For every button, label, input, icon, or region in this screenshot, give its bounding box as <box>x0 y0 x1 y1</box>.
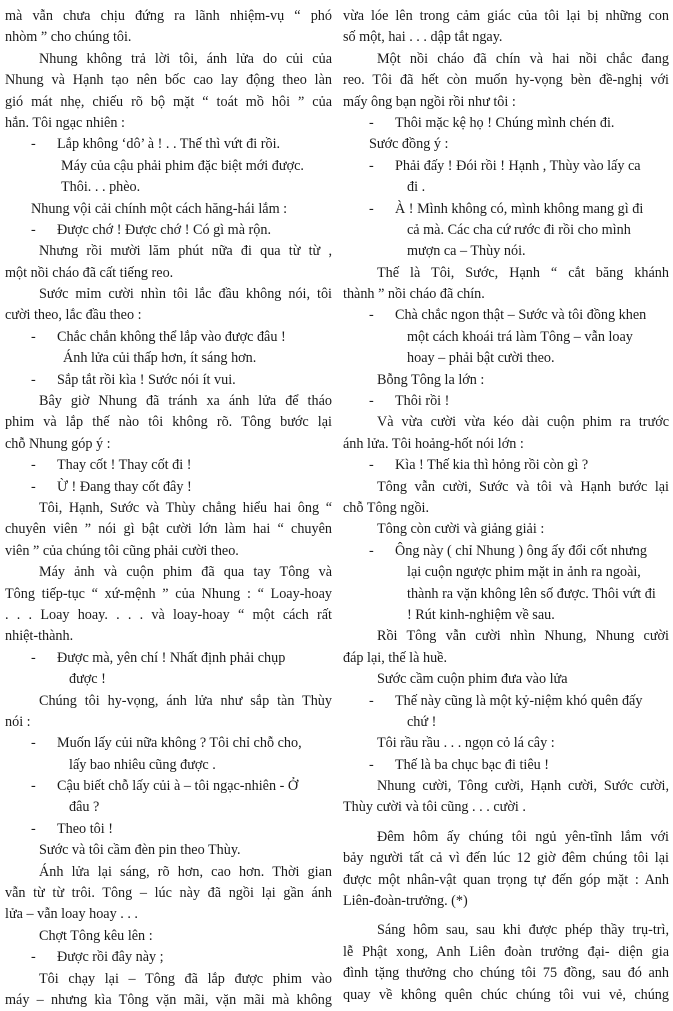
dialogue-dash: - <box>369 692 374 709</box>
line-text: Nhung không trả lời tôi, ánh lửa do củi của <box>39 50 332 67</box>
right-text-line <box>343 284 669 305</box>
right-text-line <box>343 733 669 754</box>
line-text: Thùy cười và tôi cũng . . . cười . <box>343 799 526 816</box>
line-text: Sước cầm cuộn phim đưa vào lửa <box>377 671 568 688</box>
line-text: gió mát nhẹ, chiếu rõ bộ mặt “ toát mồ hôi ” của <box>5 93 332 110</box>
line-text: Một nồi cháo đã chín và hai nồi chắc đang <box>377 50 669 67</box>
right-text-line <box>343 985 669 1006</box>
line-text: một nồi cháo đã cất tiếng reo. <box>5 264 174 281</box>
left-text-line <box>5 947 332 968</box>
line-text: Thế này cũng là một kỷ-niệm khó quên đấy <box>395 692 643 709</box>
right-text-line <box>343 199 669 220</box>
left-text-line <box>5 305 332 326</box>
line-text: Phải đấy ! Đói rồi ! Hạnh , Thùy vào lấy ca <box>395 157 641 174</box>
left-text-line <box>5 348 332 369</box>
left-text-line <box>5 70 332 91</box>
line-text: mấy ông bạn ngồi rồi như tôi : <box>343 93 516 110</box>
left-text-line <box>5 541 332 562</box>
left-text-line <box>5 605 332 626</box>
right-text-line <box>343 669 669 690</box>
dialogue-dash: - <box>31 778 36 795</box>
left-text-line <box>5 263 332 284</box>
left-text-line <box>5 327 332 348</box>
line-text: Sước mỉm cười nhìn tôi lắc đầu không nói, tôi <box>39 286 332 303</box>
right-text-line <box>343 712 669 733</box>
left-text-line <box>5 755 332 776</box>
right-text-line <box>343 113 669 134</box>
line-text: đáp lại, thế là huề. <box>343 649 448 666</box>
right-text-line <box>343 49 669 70</box>
line-text: Thôi rồi ! <box>395 393 450 410</box>
right-text-line <box>343 434 669 455</box>
line-text: nói : <box>5 713 31 730</box>
right-text-line <box>343 177 669 198</box>
line-text: Máy ảnh và cuộn phim đã qua tay Tông và <box>39 564 332 581</box>
dialogue-dash: - <box>369 542 374 559</box>
line-text: Liên-đoàn-trưởng. (*) <box>343 893 468 910</box>
line-text: Sáng hôm sau, sau khi được phép thầy trụ-trì, <box>377 922 669 939</box>
line-text: chỗ Nhung góp ý : <box>5 435 111 452</box>
right-text-line <box>343 519 669 540</box>
right-text-line <box>343 92 669 113</box>
dialogue-dash: - <box>31 949 36 966</box>
left-text-line <box>5 904 332 925</box>
right-text-line <box>343 584 669 605</box>
line-text: Chợt Tông kêu lên : <box>39 927 153 944</box>
right-text-line <box>343 827 669 848</box>
right-text-line <box>343 305 669 326</box>
line-text: Nhưng rồi mười lăm phút nữa đi qua từ từ , <box>39 243 332 260</box>
left-text-line <box>5 241 332 262</box>
dialogue-dash: - <box>369 157 374 174</box>
left-text-line <box>5 498 332 519</box>
line-text: cười theo, lắc đầu theo : <box>5 307 142 324</box>
left-text-line <box>5 284 332 305</box>
right-text-line <box>343 776 669 797</box>
right-text-line <box>343 797 669 818</box>
right-text-line <box>343 648 669 669</box>
dialogue-dash: - <box>369 114 374 131</box>
left-text-line <box>5 391 332 412</box>
line-text: bảy người tất cả vì đến lúc 12 giờ đêm chúng tôi lại <box>343 850 669 867</box>
line-text: ánh lửa. Tôi hoảng-hốt nói lớn : <box>343 435 524 452</box>
right-text-line <box>343 241 669 262</box>
left-text-line <box>5 519 332 540</box>
line-text: thành ” nồi cháo đã chín. <box>343 286 485 303</box>
line-text: Tôi, Hạnh, Sước và Thùy chẳng hiểu hai ông “ <box>39 499 332 516</box>
left-text-line <box>5 712 332 733</box>
line-text: Muốn lấy củi nữa không ? Tôi chỉ chỗ cho, <box>57 735 302 752</box>
line-text: Được chớ ! Được chớ ! Có gì mà rộn. <box>57 221 272 238</box>
line-text: Tông tiếp-tục “ xứ-mệnh ” của Nhung : “ Loay-hoay <box>5 585 332 602</box>
line-text: Nhung cười, Tông cười, Hạnh cười, Sước cười, <box>377 778 669 795</box>
dialogue-dash: - <box>31 735 36 752</box>
line-text: À ! Mình không có, mình không mang gì đi <box>395 200 644 217</box>
left-text-line <box>5 883 332 904</box>
line-text: Tôi rầu rầu . . . ngọn cỏ lá cây : <box>377 735 555 752</box>
left-text-line <box>5 156 332 177</box>
right-text-line <box>343 920 669 941</box>
dialogue-dash: - <box>369 393 374 410</box>
left-text-line <box>5 412 332 433</box>
line-text: Tôi chạy lại – Tông đã lắp được phim vào <box>39 970 332 987</box>
line-text: Thế là Tôi, Sước, Hạnh “ cắt băng khánh <box>377 264 669 281</box>
line-text: Chắc chắn không thể lắp vào được đâu ! <box>57 328 286 345</box>
left-text-line <box>5 220 332 241</box>
left-text-line <box>5 626 332 647</box>
right-text-line <box>343 455 669 476</box>
left-text-line <box>5 92 332 113</box>
dialogue-dash: - <box>369 457 374 474</box>
line-text: hoay – phải bật cười theo. <box>407 350 555 367</box>
right-text-line <box>343 327 669 348</box>
line-text: Rồi Tông vẫn cười nhìn Nhung, Nhung cười <box>377 628 669 645</box>
line-text: máy – nhưng kìa Tông vặn mãi, vặn mãi mà không <box>5 991 332 1008</box>
dialogue-dash: - <box>369 200 374 217</box>
line-text: Ông này ( chỉ Nhung ) ông ấy đổi cốt nhưng <box>395 542 647 559</box>
left-text-line <box>5 199 332 220</box>
left-text-line <box>5 990 332 1011</box>
line-text: reo. Tôi đã hết còn muốn hy-vọng bèn đề-nghị với <box>343 72 669 89</box>
line-text: mà vẫn chưa chịu đứng ra lãnh nhiệm-vụ “ phó <box>5 8 332 24</box>
left-text-line <box>5 27 332 48</box>
right-text-line <box>343 134 669 155</box>
line-text: Đêm hôm ấy chúng tôi ngủ yên-tĩnh lắm với <box>377 828 669 845</box>
line-text: Tông còn cười và giảng giải : <box>377 521 545 538</box>
right-text-line <box>343 412 669 433</box>
dialogue-dash: - <box>31 457 36 474</box>
line-text: chỗ Tông ngồi. <box>343 499 430 516</box>
paragraph-spacer <box>343 912 669 920</box>
line-text: chứ ! <box>407 713 437 730</box>
line-text: đâu ? <box>69 799 100 816</box>
line-text: Bây giờ Nhung đã tránh xa ánh lửa để tháo <box>39 393 332 410</box>
right-text-line <box>343 6 669 27</box>
dialogue-dash: - <box>31 371 36 388</box>
dialogue-dash: - <box>31 820 36 837</box>
dialogue-dash: - <box>31 136 36 153</box>
line-text: thành ra vặn không lên số được. Thôi vứt đi <box>407 585 656 602</box>
left-text-line <box>5 455 332 476</box>
line-text: số một, hai . . . dập tắt ngay. <box>343 29 503 46</box>
line-text: vừa lóe lên trong cảm giác của tôi lại bị những con <box>343 8 669 24</box>
left-text-line <box>5 434 332 455</box>
line-text: chuyên viên ” nói gì bật cười lớn làm hai “ chuyên <box>5 521 332 538</box>
line-text: Thay cốt ! Thay cốt đi ! <box>57 457 192 474</box>
right-text-line <box>343 391 669 412</box>
left-text-line <box>5 691 332 712</box>
right-text-line <box>343 562 669 583</box>
line-text: quay về không quên chúc chúng tôi vui vẻ, chúng <box>343 986 669 1003</box>
left-text-line <box>5 584 332 605</box>
right-text-line <box>343 963 669 984</box>
line-text: Ánh lửa củi thấp hơn, ít sáng hơn. <box>63 350 257 367</box>
line-text: lại cuộn ngược phim mặt in ảnh ra ngoài, <box>407 564 641 581</box>
right-text-line <box>343 220 669 241</box>
left-text-line <box>5 370 332 391</box>
line-text: Lắp không ‘dô’ à ! . . Thế thì vứt đi rồi. <box>57 136 281 153</box>
right-text-line <box>343 691 669 712</box>
right-text-line <box>343 348 669 369</box>
right-text-line <box>343 942 669 963</box>
line-text: Máy của cậu phải phim đặc biệt mới được. <box>61 157 304 174</box>
left-text-line <box>5 840 332 861</box>
right-text-line <box>343 891 669 912</box>
line-text: nhiệt-thành. <box>5 628 74 645</box>
right-text-line <box>343 27 669 48</box>
line-text: Được mà, yên chí ! Nhất định phải chụp <box>57 649 286 666</box>
dialogue-dash: - <box>369 756 374 773</box>
line-text: Bỗng Tông la lớn : <box>377 371 485 388</box>
dialogue-dash: - <box>369 307 374 324</box>
line-text: Ừ ! Đang thay cốt đây ! <box>57 478 192 495</box>
right-column <box>343 6 669 1006</box>
line-text: Và vừa cười vừa kéo dài cuộn phim ra trước <box>377 414 669 431</box>
line-text: Thôi. . . phèo. <box>61 179 141 196</box>
line-text: phim và lắp thế nào tôi không rõ. Tông bước lại <box>5 414 332 431</box>
right-text-line <box>343 498 669 519</box>
left-text-line <box>5 134 332 155</box>
line-text: Được rồi đây này ; <box>57 949 164 966</box>
line-text: Kìa ! Thế kia thì hỏng rồi còn gì ? <box>395 457 589 474</box>
line-text: lửa – vẫn loay hoay . . . <box>5 906 138 923</box>
left-text-line <box>5 648 332 669</box>
line-text: viên ” của chúng tôi cũng phải cười theo. <box>5 542 239 559</box>
line-text: lấy bao nhiêu cũng được . <box>69 756 216 773</box>
line-text: mượn ca – Thùy nói. <box>407 243 526 260</box>
left-text-line <box>5 862 332 883</box>
right-text-line <box>343 263 669 284</box>
right-text-line <box>343 70 669 91</box>
left-text-line <box>5 49 332 70</box>
line-text: Theo tôi ! <box>57 820 113 837</box>
left-text-line <box>5 669 332 690</box>
right-text-line <box>343 370 669 391</box>
left-text-line <box>5 562 332 583</box>
line-text: Tông vẫn cười, Sước và tôi và Hạnh bước lại <box>377 478 669 495</box>
paragraph-spacer <box>343 819 669 827</box>
line-text: đi . <box>407 179 426 196</box>
line-text: Nhung và Hạnh tạo nên bốc cao lay động theo làn <box>5 72 332 89</box>
left-text-line <box>5 776 332 797</box>
dialogue-dash: - <box>31 328 36 345</box>
left-text-line <box>5 477 332 498</box>
line-text: nhòm ” cho chúng tôi. <box>5 29 132 46</box>
right-text-line <box>343 541 669 562</box>
left-text-line <box>5 177 332 198</box>
line-text: lễ Phật xong, Anh Liên đoàn trưởng đại- diện gia <box>343 943 669 960</box>
line-text: vẫn từ từ trôi. Tông – lúc này đã ngồi lại gần ánh <box>5 885 332 902</box>
line-text: đình tặng thưởng cho chúng tôi 75 đồng, sau đó anh <box>343 965 669 982</box>
line-text: ! Rút kinh-nghiệm về sau. <box>407 606 555 623</box>
right-text-line <box>343 870 669 891</box>
left-text-line <box>5 969 332 990</box>
left-text-line <box>5 926 332 947</box>
right-text-line <box>343 848 669 869</box>
left-text-line <box>5 6 332 27</box>
left-column <box>5 6 332 1011</box>
dialogue-dash: - <box>31 221 36 238</box>
line-text: cả mà. Các cha cứ rước đi rồi cho mình <box>407 221 631 238</box>
line-text: Sước đồng ý : <box>369 136 449 153</box>
line-text: Nhung vội cải chính một cách hăng-hái lắm : <box>31 200 288 217</box>
line-text: Thế là ba chục bạc đi tiêu ! <box>395 756 550 773</box>
line-text: Chúng tôi hy-vọng, ánh lửa như sắp tàn Thùy <box>39 692 332 709</box>
dialogue-dash: - <box>31 478 36 495</box>
left-text-line <box>5 113 332 134</box>
dialogue-dash: - <box>31 649 36 666</box>
line-text: . . . Loay hoay. . . . và loay-hoay “ một cách rất <box>5 606 332 623</box>
left-text-line <box>5 819 332 840</box>
line-text: Sước và tôi cầm đèn pin theo Thùy. <box>39 842 241 859</box>
line-text: Sắp tắt rồi kìa ! Sước nói ít vui. <box>57 371 236 388</box>
right-text-line <box>343 477 669 498</box>
right-text-line <box>343 755 669 776</box>
line-text: Cậu biết chỗ lấy củi à – tôi ngạc-nhiên - Ở <box>57 778 299 795</box>
line-text: Thôi mặc kệ họ ! Chúng mình chén đi. <box>395 114 615 131</box>
right-text-line <box>343 156 669 177</box>
right-text-line <box>343 626 669 647</box>
line-text: Chà chắc ngon thật – Sước và tôi đồng khen <box>395 307 647 324</box>
line-text: một cách khoái trá làm Tông – vẫn loay <box>407 328 633 345</box>
line-text: được ! <box>69 671 106 688</box>
right-text-line <box>343 605 669 626</box>
left-text-line <box>5 733 332 754</box>
left-text-line <box>5 797 332 818</box>
line-text: được một nhân-vật quan trọng tự đến góp mặt : Anh <box>343 871 669 888</box>
line-text: Ánh lửa lại sáng, rõ hơn, cao hơn. Thời gian <box>39 863 332 880</box>
line-text: hắn. Tôi ngạc nhiên : <box>5 114 125 131</box>
